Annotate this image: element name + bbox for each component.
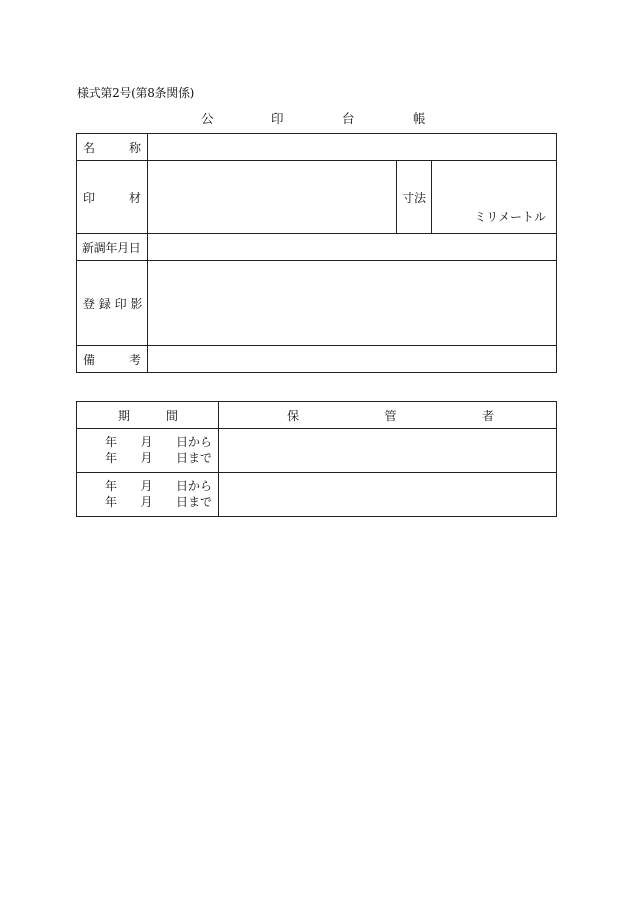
custody-keeper-cell[interactable] (219, 473, 557, 517)
impression-value-cell[interactable] (148, 261, 557, 346)
custody-row (77, 429, 557, 473)
name-row (77, 134, 557, 161)
to-month: 月 (140, 494, 153, 509)
remarks-label-char-1: 備 (83, 352, 96, 367)
period-to-line (83, 495, 212, 511)
from-day: 日から (175, 479, 212, 493)
keeper-header-char-1: 保 (287, 408, 300, 423)
to-month: 月 (140, 450, 153, 465)
impression-label: 登 録 印 影 (83, 296, 143, 311)
title-char-3: 台 (342, 111, 355, 126)
from-month: 月 (140, 435, 153, 449)
from-year: 年 (105, 479, 118, 493)
document-title (0, 109, 630, 125)
custody-period-cell[interactable] (77, 429, 219, 473)
period-from-line (83, 435, 212, 451)
custody-row (77, 473, 557, 517)
material-value-cell[interactable] (148, 161, 397, 234)
keeper-header-char-3: 者 (481, 408, 494, 423)
name-label-char-2: 称 (128, 140, 141, 155)
material-label-char-1: 印 (83, 190, 96, 205)
to-year: 年 (105, 494, 118, 509)
to-day: 日まで (175, 494, 212, 509)
form-number-label: 様式第2号(第8条関係) (77, 86, 195, 100)
remarks-label-char-2: 考 (128, 352, 141, 367)
period-header-char-1: 期 (118, 408, 131, 423)
title-char-2: 印 (271, 111, 284, 126)
remarks-row (77, 346, 557, 373)
material-row (77, 161, 557, 234)
from-day: 日から (175, 435, 212, 449)
material-label-char-2: 材 (128, 190, 141, 205)
custody-period-cell[interactable] (77, 473, 219, 517)
custody-table (76, 401, 557, 517)
new-date-label-cell (77, 234, 148, 261)
name-value-cell[interactable] (148, 134, 557, 161)
custody-header-row (77, 402, 557, 429)
remarks-label-cell (77, 346, 148, 373)
keeper-header-char-2: 管 (384, 408, 397, 423)
to-day: 日まで (175, 450, 212, 465)
custody-keeper-cell[interactable] (219, 429, 557, 473)
period-from-line (83, 479, 212, 495)
size-value-cell[interactable] (432, 161, 557, 234)
period-header-char-2: 間 (165, 408, 178, 423)
from-year: 年 (105, 435, 118, 449)
title-char-1: 公 (201, 111, 214, 126)
new-date-value-cell[interactable] (148, 234, 557, 261)
keeper-header-cell (219, 402, 557, 429)
to-year: 年 (105, 450, 118, 465)
material-label-cell (77, 161, 148, 234)
new-date-label: 新調年月日 (82, 240, 141, 255)
period-header-cell (77, 402, 219, 429)
period-to-line (83, 451, 212, 467)
size-label-cell (397, 161, 432, 234)
remarks-value-cell[interactable] (148, 346, 557, 373)
name-label-char-1: 名 (83, 140, 96, 155)
impression-row (77, 261, 557, 346)
title-char-4: 帳 (413, 111, 426, 126)
seal-register-table (76, 133, 557, 373)
name-label-cell (77, 134, 148, 161)
size-label: 寸法 (401, 190, 426, 205)
new-date-row (77, 234, 557, 261)
from-month: 月 (140, 479, 153, 493)
size-unit: ミリメートル (474, 210, 547, 224)
impression-label-cell (77, 261, 148, 346)
